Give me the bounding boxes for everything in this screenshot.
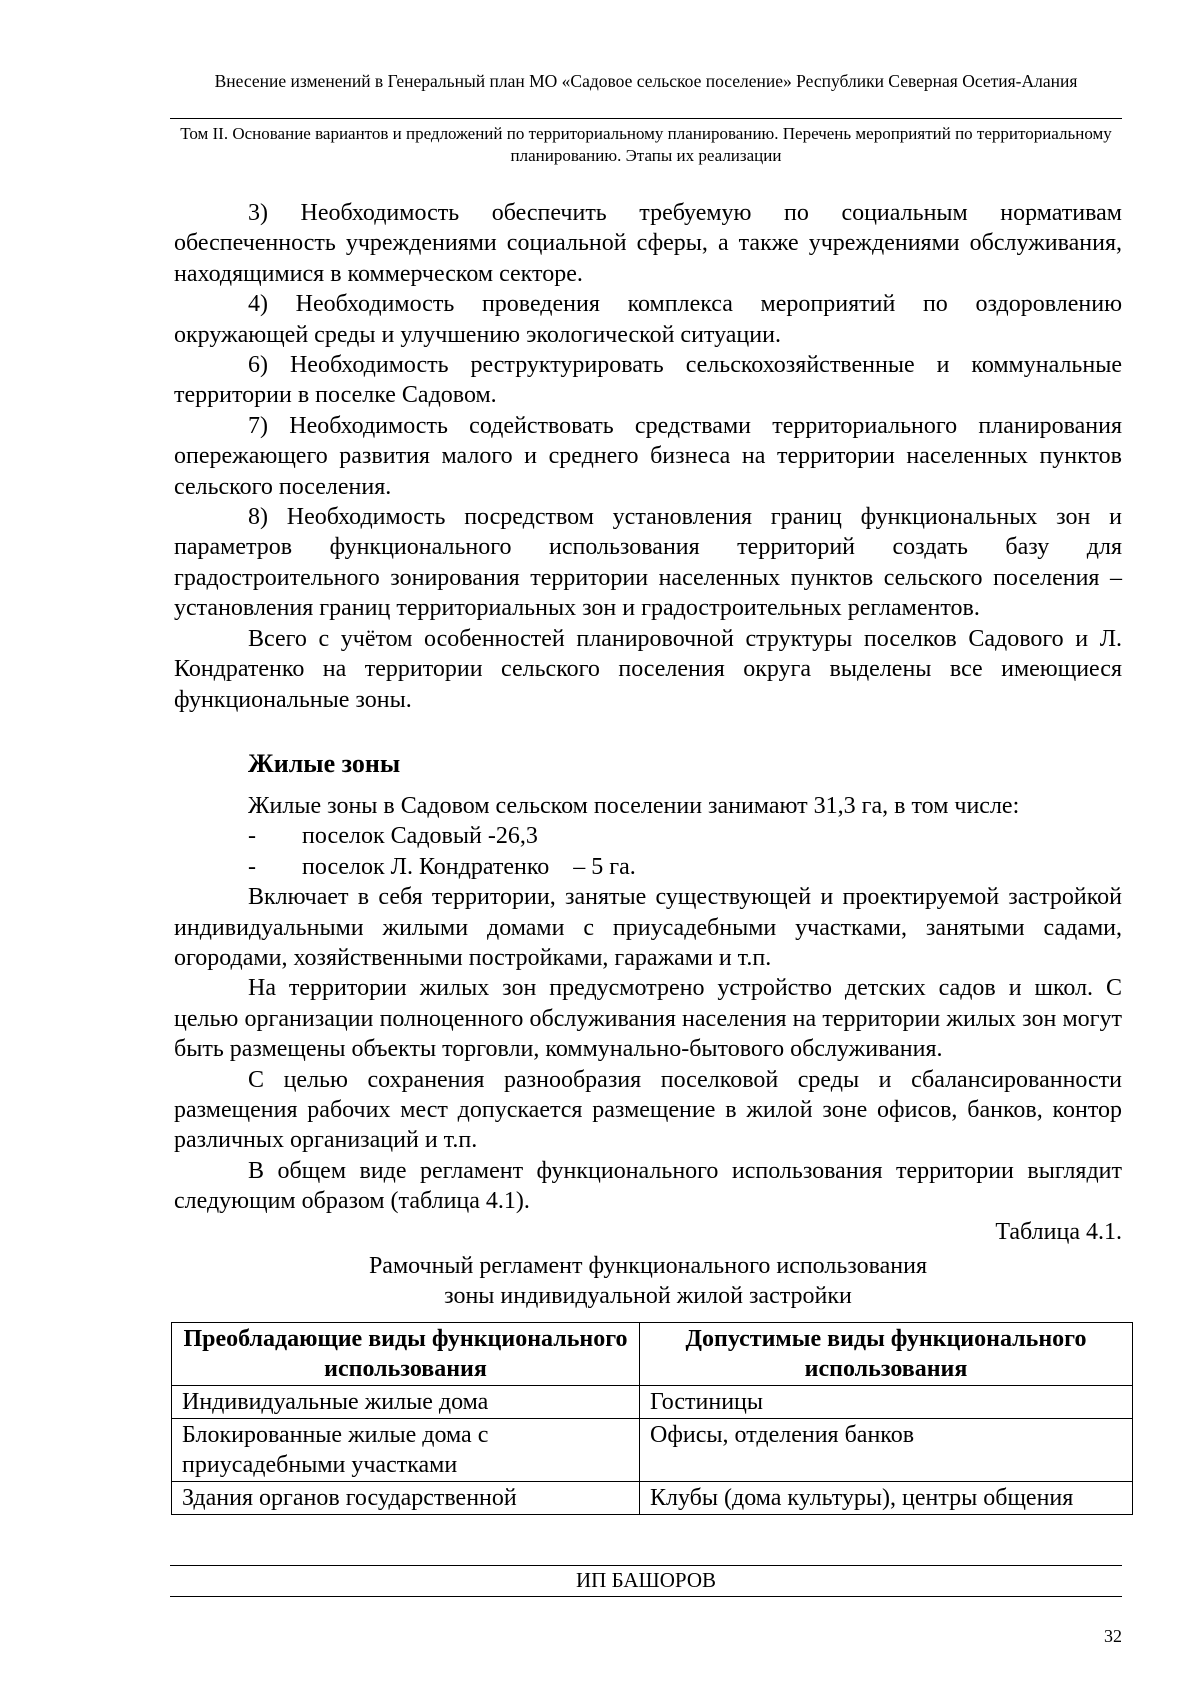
table-row — [172, 1385, 1133, 1418]
header-title: Внесение изменений в Генеральный план МО «Садовое сельское поселение» Республики Северная Осетия-Алания — [214, 71, 1078, 91]
table-row — [172, 1481, 1133, 1514]
paragraph: 4) Необходимость проведения комплекса мероприятий по оздоровлению окружающей среды и улучшению экологической ситуации. — [174, 291, 1122, 348]
table-cell: Индивидуальные жилые дома — [172, 1385, 640, 1418]
paragraph: 7) Необходимость содействовать средствами территориального планирования опережающего развития малого и среднего бизнеса на территории населенных пунктов сельского поселения. — [174, 412, 1122, 500]
table-cell: Офисы, отделения банков — [640, 1418, 1133, 1481]
table-header-cell: Допустимые виды функционального использования — [640, 1322, 1133, 1385]
list-dash: - — [248, 823, 256, 850]
table-cell: Блокированные жилые дома с приусадебными участками — [172, 1418, 640, 1481]
paragraph: Всего с учётом особенностей планировочной структуры поселков Садового и Л. Кондратенко на территории сельского поселения округа выделены все имеющиеся функциональные зоны. — [174, 625, 1122, 713]
table-cell: Гостиницы — [640, 1385, 1133, 1418]
footer-divider-bottom — [170, 1596, 1122, 1597]
list-item — [174, 852, 1122, 882]
section-heading: Жилые зоны — [248, 748, 401, 778]
paragraph: С целью сохранения разнообразия поселковой среды и сбалансированности размещения рабочих мест допускается размещение в жилой зоне офисов, банков, контор различных организаций и т.п. — [174, 1066, 1122, 1154]
list-item-text: поселок Садовый -26,3 — [302, 823, 538, 850]
list-item — [174, 821, 1122, 851]
header-subtitle: Том II. Основание вариантов и предложений по территориальному планированию. Перечень мероприятий по территориальному планированию. Этапы их реализации — [180, 124, 1112, 165]
footer-divider-top — [170, 1565, 1122, 1566]
regulation-table — [171, 1322, 1133, 1515]
paragraph: 6) Необходимость реструктурировать сельскохозяйственные и коммунальные территории в поселке Садовом. — [174, 352, 1122, 409]
footer-company: ИП БАШОРОВ — [576, 1568, 716, 1592]
table-header-cell: Преобладающие виды функционального использования — [172, 1322, 640, 1385]
body-text — [174, 198, 1122, 1515]
paragraph: На территории жилых зон предусмотрено устройство детских садов и школ. С целью организации полноценного обслуживания населения на территории жилых зон могут быть размещены объекты торговли, коммунально-бытового обслуживания. — [174, 975, 1122, 1063]
table-cell: Здания органов государственной — [172, 1481, 640, 1514]
page-number: 32 — [1104, 1626, 1122, 1646]
header-divider — [170, 118, 1122, 119]
paragraph: В общем виде регламент функционального использования территории выглядит следующим образом (таблица 4.1). — [174, 1157, 1122, 1215]
paragraph: Включает в себя территории, занятые существующей и проектируемой застройкой индивидуальными жилыми домами с приусадебными участками, занятыми садами, огородами, хозяйственными постройками, гаражами и т.п. — [174, 884, 1122, 971]
table-header-row — [172, 1322, 1133, 1385]
table-title: Рамочный регламент функционального использования — [368, 1253, 928, 1279]
section-intro: Жилые зоны в Садовом сельском поселении занимают 31,3 га, в том числе: — [248, 792, 1020, 819]
table-title: зоны индивидуальной жилой застройки — [444, 1283, 852, 1310]
list-item-text: поселок Л. Кондратенко – 5 га. — [302, 853, 636, 880]
table-row — [172, 1418, 1133, 1481]
table-cell: Клубы (дома культуры), центры общения — [640, 1481, 1133, 1514]
table-label: Таблица 4.1. — [995, 1218, 1122, 1245]
list-dash: - — [248, 853, 256, 880]
paragraph: 8) Необходимость посредством установления границ функциональных зон и параметров функционального использования территорий создать базу для градостроительного зонирования территории населенных пунктов сельского поселения – установления границ территориальных зон и градостроительных регламентов. — [174, 504, 1122, 622]
paragraph: 3) Необходимость обеспечить требуемую по социальным нормативам обеспеченность учреждениями социальной сферы, а также учреждениями обслуживания, находящимися в коммерческом секторе. — [174, 200, 1122, 287]
